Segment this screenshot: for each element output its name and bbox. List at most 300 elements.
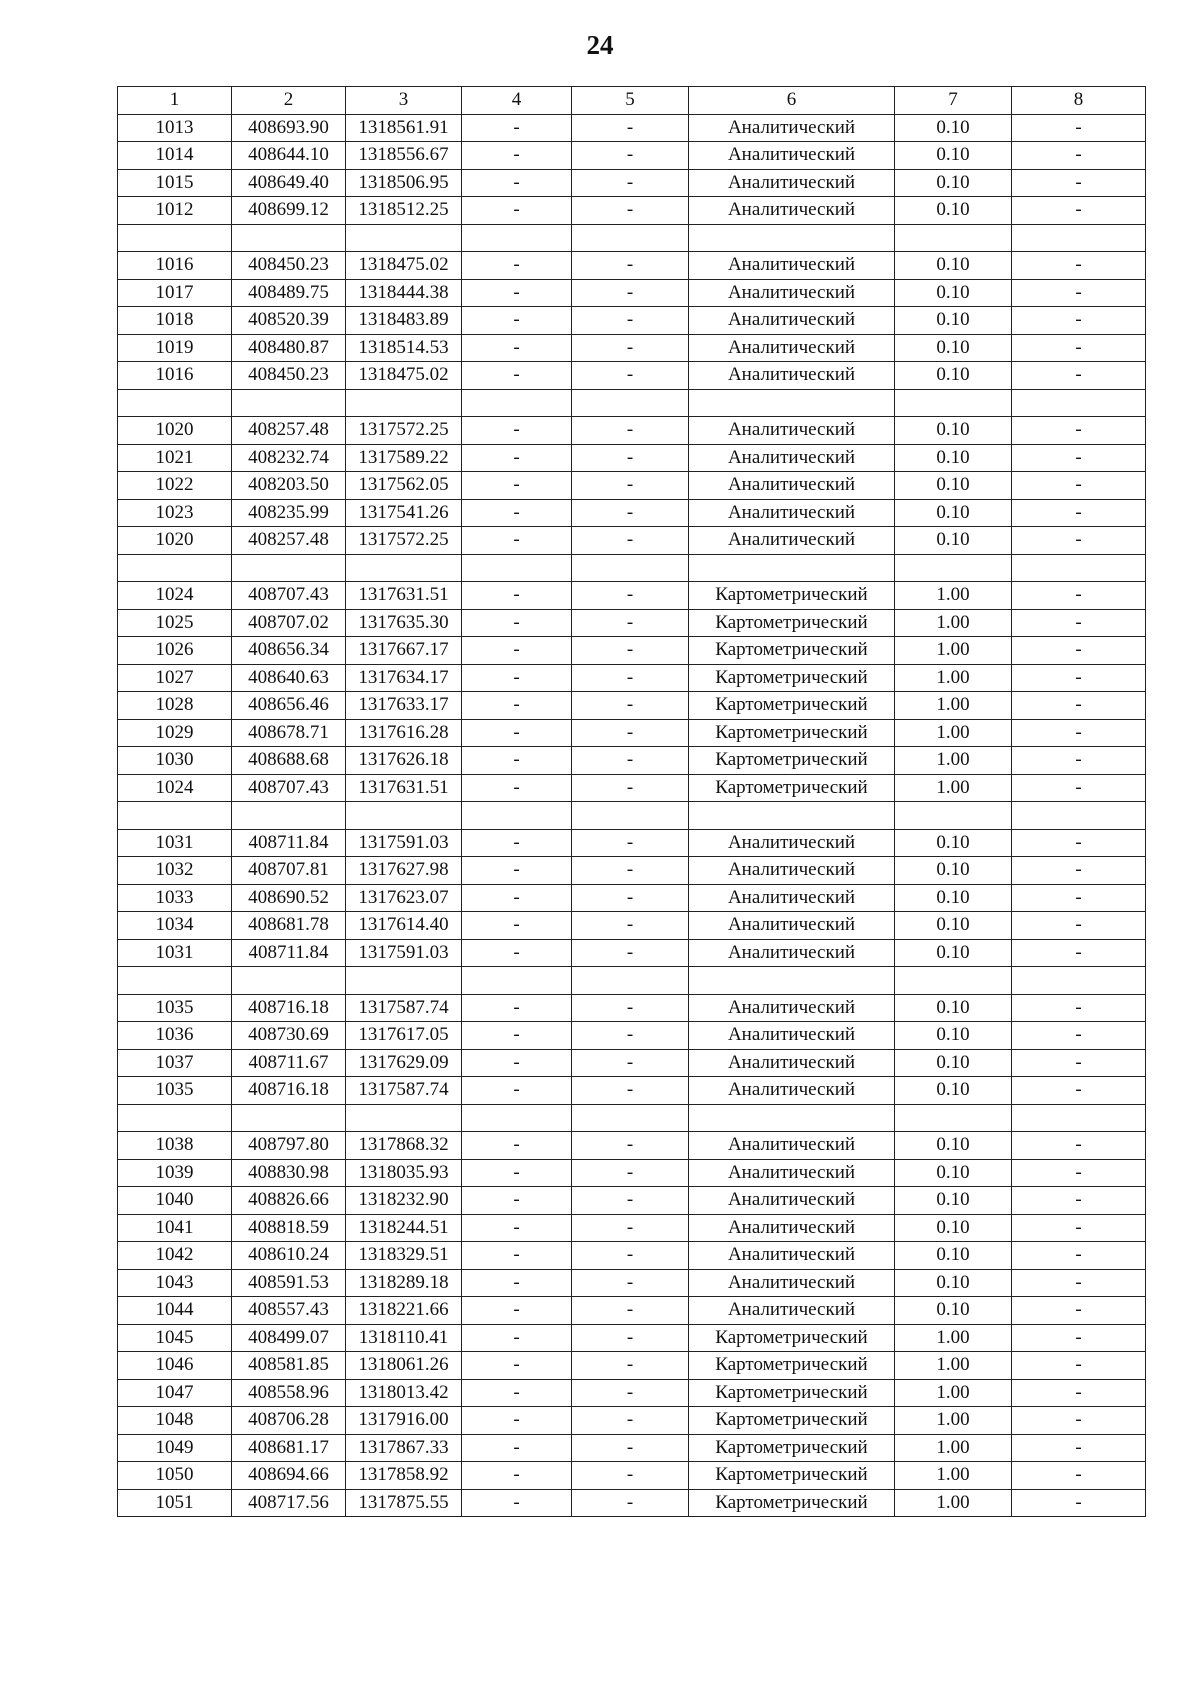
separator-row bbox=[118, 802, 1146, 830]
table-cell: - bbox=[572, 994, 689, 1022]
table-cell: - bbox=[1012, 252, 1146, 280]
table-cell bbox=[572, 554, 689, 582]
table-cell: 408520.39 bbox=[232, 307, 346, 335]
table-cell: - bbox=[1012, 197, 1146, 225]
table-cell: 1317617.05 bbox=[346, 1022, 462, 1050]
table-cell: - bbox=[1012, 307, 1146, 335]
table-cell: 1027 bbox=[118, 664, 232, 692]
table-cell: - bbox=[1012, 472, 1146, 500]
table-row bbox=[118, 1324, 1146, 1352]
table-cell: - bbox=[462, 1159, 572, 1187]
table-cell bbox=[346, 802, 462, 830]
table-cell bbox=[572, 802, 689, 830]
table-cell bbox=[895, 802, 1012, 830]
table-cell: - bbox=[572, 1324, 689, 1352]
table-cell: - bbox=[1012, 169, 1146, 197]
table-cell: 0.10 bbox=[895, 1297, 1012, 1325]
table-row bbox=[118, 664, 1146, 692]
table-cell: 1317572.25 bbox=[346, 417, 462, 445]
table-row bbox=[118, 637, 1146, 665]
table-cell: 1026 bbox=[118, 637, 232, 665]
table-cell: Аналитический bbox=[689, 884, 895, 912]
table-cell bbox=[689, 1104, 895, 1132]
table-cell: 1035 bbox=[118, 994, 232, 1022]
table-row bbox=[118, 719, 1146, 747]
table-cell: 1317541.26 bbox=[346, 499, 462, 527]
table-cell bbox=[118, 967, 232, 995]
table-cell: Аналитический bbox=[689, 197, 895, 225]
table-row bbox=[118, 1462, 1146, 1490]
table-row bbox=[118, 1434, 1146, 1462]
table-cell: 0.10 bbox=[895, 169, 1012, 197]
table-cell: - bbox=[462, 1269, 572, 1297]
table-cell: 1318512.25 bbox=[346, 197, 462, 225]
table-cell: - bbox=[462, 637, 572, 665]
table-cell: - bbox=[1012, 664, 1146, 692]
table-cell bbox=[689, 967, 895, 995]
table-row bbox=[118, 1022, 1146, 1050]
table-cell: 1019 bbox=[118, 334, 232, 362]
table-cell: - bbox=[572, 1077, 689, 1105]
table-cell bbox=[118, 224, 232, 252]
table-cell: Картометрический bbox=[689, 774, 895, 802]
table-cell: - bbox=[1012, 527, 1146, 555]
table-cell: 0.10 bbox=[895, 114, 1012, 142]
table-cell: - bbox=[572, 334, 689, 362]
table-cell: Аналитический bbox=[689, 499, 895, 527]
table-cell bbox=[118, 802, 232, 830]
table-cell: - bbox=[1012, 637, 1146, 665]
table-row bbox=[118, 307, 1146, 335]
table-cell: 1041 bbox=[118, 1214, 232, 1242]
table-cell: 1317591.03 bbox=[346, 829, 462, 857]
table-row bbox=[118, 1242, 1146, 1270]
table-cell: 408681.17 bbox=[232, 1434, 346, 1462]
table-cell: 1021 bbox=[118, 444, 232, 472]
table-cell: 0.10 bbox=[895, 1214, 1012, 1242]
table-cell: - bbox=[462, 1489, 572, 1517]
table-cell: 1013 bbox=[118, 114, 232, 142]
table-cell: - bbox=[1012, 1159, 1146, 1187]
table-cell: - bbox=[1012, 279, 1146, 307]
table-cell: - bbox=[462, 912, 572, 940]
table-cell: Картометрический bbox=[689, 609, 895, 637]
table-cell: 1034 bbox=[118, 912, 232, 940]
table-cell: 1318232.90 bbox=[346, 1187, 462, 1215]
table-row bbox=[118, 197, 1146, 225]
table-cell: Аналитический bbox=[689, 829, 895, 857]
table-cell: Аналитический bbox=[689, 1022, 895, 1050]
table-row bbox=[118, 142, 1146, 170]
table-cell: - bbox=[462, 1352, 572, 1380]
table-cell: 408203.50 bbox=[232, 472, 346, 500]
table-cell: 0.10 bbox=[895, 307, 1012, 335]
table-cell: 1016 bbox=[118, 362, 232, 390]
table-cell: 1031 bbox=[118, 829, 232, 857]
table-cell: Картометрический bbox=[689, 664, 895, 692]
table-cell: 1317623.07 bbox=[346, 884, 462, 912]
table-cell bbox=[232, 554, 346, 582]
table-cell: 1.00 bbox=[895, 719, 1012, 747]
table-cell: 1048 bbox=[118, 1407, 232, 1435]
table-cell: - bbox=[1012, 362, 1146, 390]
table-cell: - bbox=[1012, 912, 1146, 940]
table-cell: Аналитический bbox=[689, 279, 895, 307]
table-cell bbox=[689, 554, 895, 582]
table-row bbox=[118, 884, 1146, 912]
table-cell: 1035 bbox=[118, 1077, 232, 1105]
table-cell: - bbox=[1012, 582, 1146, 610]
table-row bbox=[118, 444, 1146, 472]
table-cell: - bbox=[572, 444, 689, 472]
table-row bbox=[118, 252, 1146, 280]
table-cell: 1317627.98 bbox=[346, 857, 462, 885]
table-cell: 0.10 bbox=[895, 1242, 1012, 1270]
table-cell: 1032 bbox=[118, 857, 232, 885]
table-row bbox=[118, 857, 1146, 885]
table-cell: - bbox=[572, 692, 689, 720]
header-row bbox=[118, 87, 1146, 115]
table-cell bbox=[232, 802, 346, 830]
table-cell: - bbox=[1012, 994, 1146, 1022]
table-cell: - bbox=[462, 1379, 572, 1407]
table-cell: 1028 bbox=[118, 692, 232, 720]
table-cell: 0.10 bbox=[895, 884, 1012, 912]
table-cell bbox=[1012, 1104, 1146, 1132]
table-cell: 1317667.17 bbox=[346, 637, 462, 665]
table-cell: - bbox=[1012, 1379, 1146, 1407]
table-cell: 1318483.89 bbox=[346, 307, 462, 335]
table-row bbox=[118, 169, 1146, 197]
table-cell: Картометрический bbox=[689, 1324, 895, 1352]
table-cell: 408644.10 bbox=[232, 142, 346, 170]
table-row bbox=[118, 994, 1146, 1022]
table-cell: - bbox=[572, 1187, 689, 1215]
table-cell: - bbox=[462, 307, 572, 335]
table-cell: 408716.18 bbox=[232, 994, 346, 1022]
table-cell: 1051 bbox=[118, 1489, 232, 1517]
table-cell: 1020 bbox=[118, 417, 232, 445]
table-cell: Аналитический bbox=[689, 1214, 895, 1242]
table-row bbox=[118, 334, 1146, 362]
table-cell: - bbox=[1012, 1077, 1146, 1105]
table-row bbox=[118, 1269, 1146, 1297]
table-cell: - bbox=[1012, 747, 1146, 775]
table-cell: 408711.84 bbox=[232, 939, 346, 967]
table-cell: - bbox=[1012, 692, 1146, 720]
table-cell: - bbox=[572, 499, 689, 527]
table-cell: Картометрический bbox=[689, 1489, 895, 1517]
table-cell: Картометрический bbox=[689, 719, 895, 747]
table-cell bbox=[232, 224, 346, 252]
table-cell: 0.10 bbox=[895, 499, 1012, 527]
table-row bbox=[118, 1187, 1146, 1215]
page-number: 24 bbox=[586, 30, 614, 60]
table-cell: - bbox=[572, 417, 689, 445]
separator-row bbox=[118, 554, 1146, 582]
table-cell: Аналитический bbox=[689, 252, 895, 280]
header-cell: 5 bbox=[572, 87, 689, 115]
table-row bbox=[118, 1352, 1146, 1380]
table-cell: 0.10 bbox=[895, 1187, 1012, 1215]
table-cell bbox=[895, 1104, 1012, 1132]
table-cell: Аналитический bbox=[689, 912, 895, 940]
table-cell: - bbox=[1012, 1022, 1146, 1050]
table-cell: - bbox=[462, 664, 572, 692]
table-cell: 1030 bbox=[118, 747, 232, 775]
table-cell: - bbox=[462, 279, 572, 307]
table-cell: - bbox=[462, 114, 572, 142]
table-cell: - bbox=[462, 444, 572, 472]
table-cell: Аналитический bbox=[689, 1132, 895, 1160]
table-cell: - bbox=[1012, 1242, 1146, 1270]
table-cell: 1317587.74 bbox=[346, 994, 462, 1022]
table-cell: - bbox=[1012, 417, 1146, 445]
table-cell: 0.10 bbox=[895, 279, 1012, 307]
table-cell: - bbox=[572, 884, 689, 912]
table-cell: 1038 bbox=[118, 1132, 232, 1160]
table-cell: 408480.87 bbox=[232, 334, 346, 362]
table-cell: 408235.99 bbox=[232, 499, 346, 527]
table-cell bbox=[1012, 389, 1146, 417]
table-cell bbox=[118, 1104, 232, 1132]
table-cell: - bbox=[1012, 884, 1146, 912]
table-cell: 1.00 bbox=[895, 609, 1012, 637]
table-cell: Аналитический bbox=[689, 527, 895, 555]
table-cell: - bbox=[572, 857, 689, 885]
table-cell: Картометрический bbox=[689, 1379, 895, 1407]
table-cell: 0.10 bbox=[895, 1132, 1012, 1160]
table-cell bbox=[462, 554, 572, 582]
table-cell: 1017 bbox=[118, 279, 232, 307]
table-cell: 1317572.25 bbox=[346, 527, 462, 555]
table-cell: - bbox=[572, 1269, 689, 1297]
table-cell: 1024 bbox=[118, 774, 232, 802]
table-cell: - bbox=[1012, 857, 1146, 885]
table-row bbox=[118, 829, 1146, 857]
table-cell: 0.10 bbox=[895, 857, 1012, 885]
table-cell: 1.00 bbox=[895, 1407, 1012, 1435]
table-cell: - bbox=[462, 527, 572, 555]
table-cell: 1047 bbox=[118, 1379, 232, 1407]
table-cell: 1.00 bbox=[895, 774, 1012, 802]
table-cell: - bbox=[572, 1297, 689, 1325]
table-cell: 0.10 bbox=[895, 472, 1012, 500]
table-cell: - bbox=[1012, 609, 1146, 637]
separator-row bbox=[118, 1104, 1146, 1132]
table-cell: 0.10 bbox=[895, 252, 1012, 280]
table-cell: - bbox=[462, 582, 572, 610]
table-row bbox=[118, 472, 1146, 500]
table-cell: 0.10 bbox=[895, 142, 1012, 170]
table-cell: 408558.96 bbox=[232, 1379, 346, 1407]
table-cell: 408711.67 bbox=[232, 1049, 346, 1077]
table-body bbox=[118, 114, 1146, 1517]
table-cell: - bbox=[462, 1077, 572, 1105]
table-cell: Аналитический bbox=[689, 169, 895, 197]
table-cell: - bbox=[1012, 499, 1146, 527]
table-cell: 1318514.53 bbox=[346, 334, 462, 362]
table-cell: 408656.34 bbox=[232, 637, 346, 665]
table-cell: - bbox=[572, 307, 689, 335]
table-cell: Аналитический bbox=[689, 444, 895, 472]
table-cell bbox=[895, 224, 1012, 252]
table-row bbox=[118, 582, 1146, 610]
table-cell: 1318289.18 bbox=[346, 1269, 462, 1297]
table-cell: 1318475.02 bbox=[346, 362, 462, 390]
table-cell: 1318506.95 bbox=[346, 169, 462, 197]
table-cell: 408610.24 bbox=[232, 1242, 346, 1270]
table-cell: - bbox=[1012, 1214, 1146, 1242]
table-cell: Аналитический bbox=[689, 307, 895, 335]
table-cell bbox=[689, 389, 895, 417]
header-cell: 7 bbox=[895, 87, 1012, 115]
table-cell: 408707.02 bbox=[232, 609, 346, 637]
table-cell: 0.10 bbox=[895, 939, 1012, 967]
table-cell: - bbox=[462, 1462, 572, 1490]
table-cell: 1318013.42 bbox=[346, 1379, 462, 1407]
table-cell: - bbox=[572, 1159, 689, 1187]
table-cell: - bbox=[572, 939, 689, 967]
table-cell: - bbox=[572, 279, 689, 307]
table-row bbox=[118, 1077, 1146, 1105]
table-cell: 1050 bbox=[118, 1462, 232, 1490]
table-cell: 1.00 bbox=[895, 1489, 1012, 1517]
table-cell: Аналитический bbox=[689, 1049, 895, 1077]
table-cell: - bbox=[1012, 444, 1146, 472]
table-cell: - bbox=[1012, 334, 1146, 362]
table-cell: - bbox=[462, 499, 572, 527]
table-cell: - bbox=[462, 417, 572, 445]
table-cell: 1318061.26 bbox=[346, 1352, 462, 1380]
table-cell: - bbox=[462, 1434, 572, 1462]
table-cell: - bbox=[1012, 829, 1146, 857]
table-cell: 1318556.67 bbox=[346, 142, 462, 170]
table-cell: Аналитический bbox=[689, 1077, 895, 1105]
table-cell: 1025 bbox=[118, 609, 232, 637]
header-cell: 2 bbox=[232, 87, 346, 115]
table-row bbox=[118, 1489, 1146, 1517]
table-row bbox=[118, 1132, 1146, 1160]
table-row bbox=[118, 747, 1146, 775]
table-cell: 1045 bbox=[118, 1324, 232, 1352]
table-cell: 408257.48 bbox=[232, 417, 346, 445]
header-cell: 1 bbox=[118, 87, 232, 115]
table-cell: Аналитический bbox=[689, 1269, 895, 1297]
table-cell: 1024 bbox=[118, 582, 232, 610]
table-cell: 408717.56 bbox=[232, 1489, 346, 1517]
table-cell: - bbox=[572, 912, 689, 940]
table-cell: 1.00 bbox=[895, 582, 1012, 610]
table-cell: 0.10 bbox=[895, 1269, 1012, 1297]
table-cell: 1023 bbox=[118, 499, 232, 527]
table-cell: 1317631.51 bbox=[346, 774, 462, 802]
table-cell: - bbox=[572, 472, 689, 500]
table-cell: 1015 bbox=[118, 169, 232, 197]
table-cell: - bbox=[462, 609, 572, 637]
table-cell: 408257.48 bbox=[232, 527, 346, 555]
table-cell: Картометрический bbox=[689, 1462, 895, 1490]
table-cell: - bbox=[572, 114, 689, 142]
table-cell: Картометрический bbox=[689, 637, 895, 665]
table-cell: 1317589.22 bbox=[346, 444, 462, 472]
table-cell: 1317634.17 bbox=[346, 664, 462, 692]
table-cell: Аналитический bbox=[689, 142, 895, 170]
table-cell: 408688.68 bbox=[232, 747, 346, 775]
table-cell: - bbox=[1012, 142, 1146, 170]
table-row bbox=[118, 1214, 1146, 1242]
table-row bbox=[118, 362, 1146, 390]
table-cell: - bbox=[462, 169, 572, 197]
table-row bbox=[118, 1379, 1146, 1407]
table-cell: 1317562.05 bbox=[346, 472, 462, 500]
table-cell: 408656.46 bbox=[232, 692, 346, 720]
table-cell: - bbox=[462, 1187, 572, 1215]
table-cell: - bbox=[462, 1324, 572, 1352]
table-cell: - bbox=[572, 362, 689, 390]
table-cell: - bbox=[462, 252, 572, 280]
table-cell: 1.00 bbox=[895, 1462, 1012, 1490]
table-cell: - bbox=[572, 197, 689, 225]
table-cell: - bbox=[572, 1407, 689, 1435]
table-cell: 408678.71 bbox=[232, 719, 346, 747]
table-cell: 408707.81 bbox=[232, 857, 346, 885]
table-cell: - bbox=[1012, 114, 1146, 142]
table-cell: 408830.98 bbox=[232, 1159, 346, 1187]
table-cell: - bbox=[572, 637, 689, 665]
table-cell: - bbox=[462, 1022, 572, 1050]
table-cell: - bbox=[572, 169, 689, 197]
table-cell: Аналитический bbox=[689, 994, 895, 1022]
table-cell: - bbox=[1012, 1352, 1146, 1380]
table-cell: - bbox=[462, 939, 572, 967]
table-cell: - bbox=[1012, 1297, 1146, 1325]
table-cell: Аналитический bbox=[689, 939, 895, 967]
separator-row bbox=[118, 389, 1146, 417]
table-cell: - bbox=[1012, 1269, 1146, 1297]
table-cell: - bbox=[462, 1242, 572, 1270]
table-cell: 1.00 bbox=[895, 1434, 1012, 1462]
table-cell bbox=[572, 967, 689, 995]
table-cell: 408797.80 bbox=[232, 1132, 346, 1160]
table-cell: - bbox=[572, 1214, 689, 1242]
table-cell: 408450.23 bbox=[232, 362, 346, 390]
table-cell: - bbox=[1012, 1187, 1146, 1215]
table-cell bbox=[572, 389, 689, 417]
table-cell: Картометрический bbox=[689, 1407, 895, 1435]
table-cell: Картометрический bbox=[689, 1434, 895, 1462]
table-cell: 0.10 bbox=[895, 1159, 1012, 1187]
table-cell: 408681.78 bbox=[232, 912, 346, 940]
table-row bbox=[118, 499, 1146, 527]
table-cell: 1043 bbox=[118, 1269, 232, 1297]
table-cell: - bbox=[572, 1489, 689, 1517]
table-cell: - bbox=[572, 1022, 689, 1050]
table-cell: 1042 bbox=[118, 1242, 232, 1270]
table-cell: 408232.74 bbox=[232, 444, 346, 472]
table-cell: 1317633.17 bbox=[346, 692, 462, 720]
table-cell: 0.10 bbox=[895, 829, 1012, 857]
table-cell bbox=[1012, 224, 1146, 252]
table-cell: - bbox=[462, 829, 572, 857]
table-cell: - bbox=[572, 774, 689, 802]
table-row bbox=[118, 912, 1146, 940]
table-cell bbox=[462, 224, 572, 252]
table-cell: - bbox=[572, 1352, 689, 1380]
table-cell bbox=[118, 554, 232, 582]
table-cell: 1.00 bbox=[895, 637, 1012, 665]
table-cell: - bbox=[462, 774, 572, 802]
